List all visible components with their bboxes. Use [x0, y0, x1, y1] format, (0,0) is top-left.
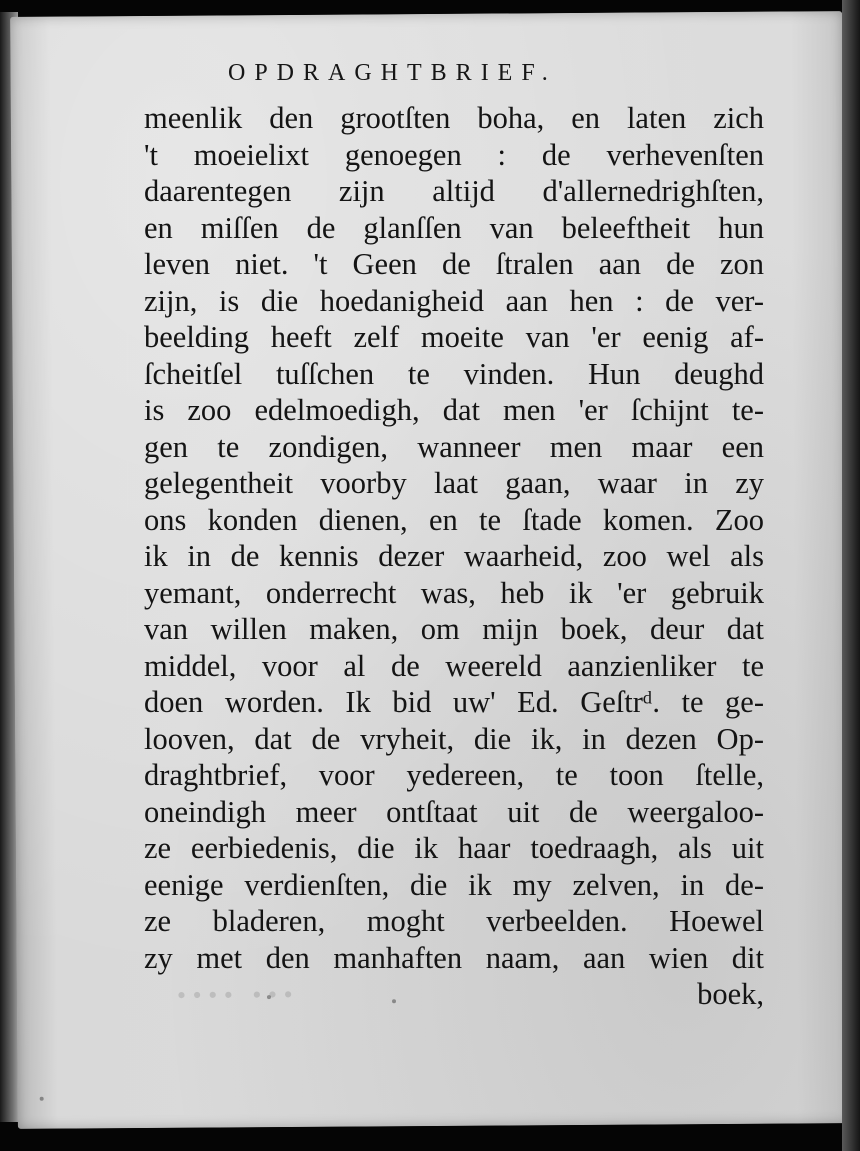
text-line: 't moeielixt genoegen : de verhevenſten	[144, 137, 764, 172]
text-line: ik in de kennis dezer waarheid, zoo wel als	[144, 539, 764, 573]
text-line: ze bladeren, moght verbeelden. Hoewel	[144, 904, 764, 938]
text-line: en miſſen de glanſſen van beleeftheit hun	[144, 210, 764, 245]
text-line: van willen maken, om mijn boek, deur dat	[144, 612, 764, 646]
text-line: middel, voor al de weereld aanzienliker te	[144, 648, 764, 683]
text-line: looven, dat de vryheit, die ik, in dezen Op-	[144, 721, 764, 756]
text-line: ons konden dienen, en te ſtade komen. Zoo	[144, 502, 764, 537]
text-line: gen te zondigen, wanneer men maar een	[144, 429, 764, 464]
catchword: boek,	[697, 977, 764, 1011]
page-speck	[40, 1097, 44, 1101]
text-line: doen worden. Ik bid uw' Ed. Geſtrᵈ. te ge-	[144, 685, 764, 719]
text-line: beelding heeft zelf moeite van 'er eenig af-	[144, 320, 764, 354]
show-through-text: • • • • • • •	[176, 979, 293, 1010]
page-edge	[842, 0, 860, 1151]
text-line: zy met den manhaften naam, aan wien dit	[144, 940, 764, 975]
text-line: is zoo edelmoedigh, dat men 'er ſchijnt te-	[144, 393, 764, 427]
text-line: leven niet. 't Geen de ſtralen aan de zon	[144, 247, 764, 281]
running-header: OPDRAGHTBRIEF.	[228, 60, 557, 86]
text-line: zijn, is die hoedanigheid aan hen : de ver-	[144, 283, 764, 318]
body-text	[144, 100, 764, 1013]
text-line: draghtbrief, voor yedereen, te toon ſtelle,	[144, 758, 764, 792]
text-line: ſcheitſel tuſſchen te vinden. Hun deughd	[144, 356, 764, 391]
text-line: oneindigh meer ontſtaat uit de weergaloo-	[144, 794, 764, 829]
text-line: gelegentheit voorby laat gaan, waar in zy	[144, 466, 764, 500]
text-line: meenlik den grootſten boha, en laten zich	[144, 101, 764, 135]
text-line: yemant, onderrecht was, heb ik 'er gebruik	[144, 575, 764, 610]
text-line: eenige verdienſten, die ik my zelven, in de-	[144, 867, 764, 902]
text-line: daarentegen zijn altijd d'allernedrighſten,	[144, 174, 764, 208]
text-line: ze eerbiedenis, die ik haar toedraagh, als uit	[144, 831, 764, 865]
